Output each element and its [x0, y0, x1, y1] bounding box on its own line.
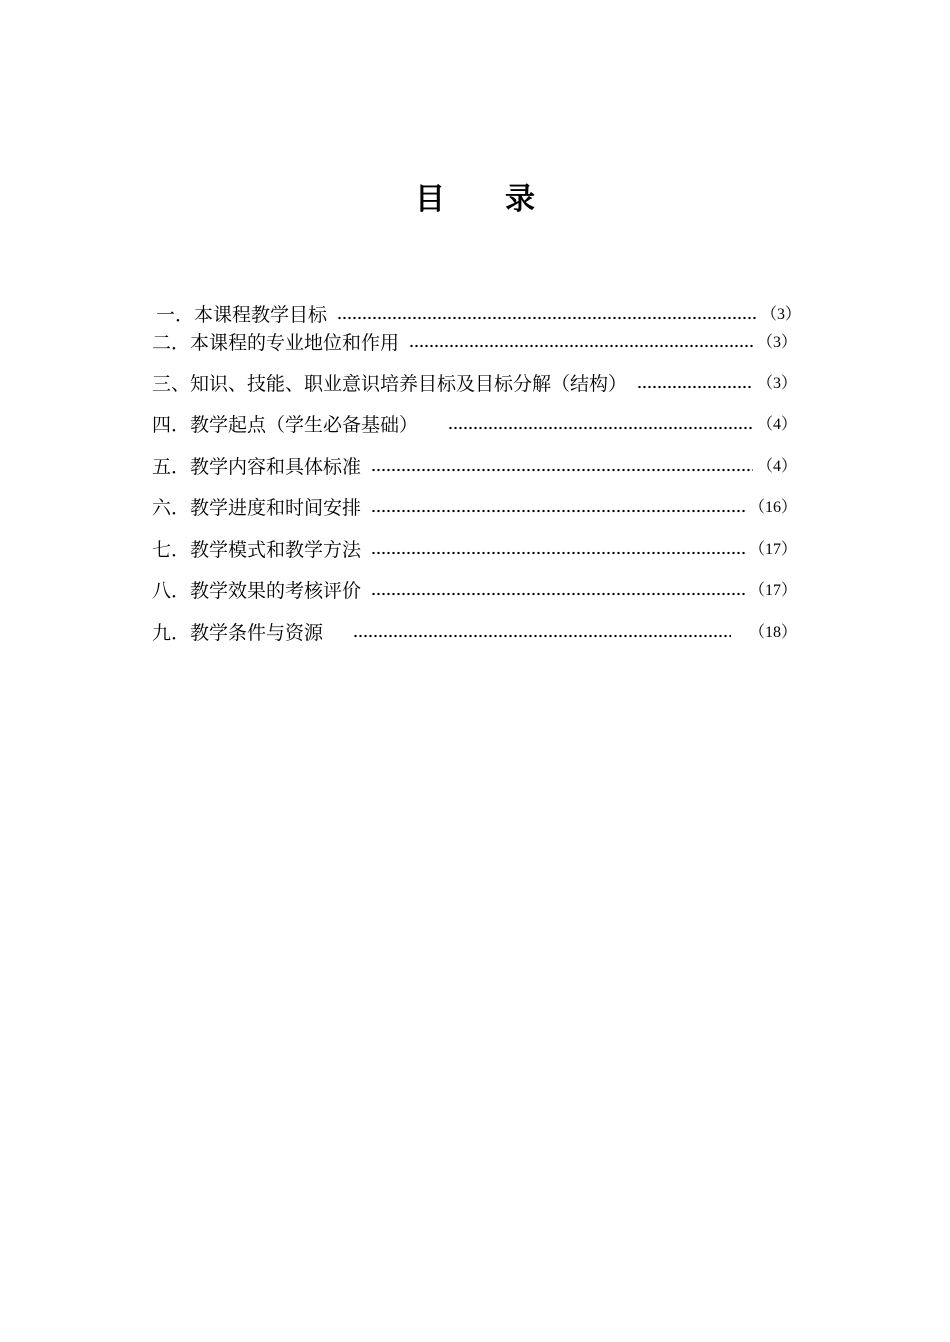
toc-entry-page: （3） [756, 375, 797, 392]
toc-entry-title: 二．本课程的专业地位和作用 [152, 332, 400, 354]
toc-entry-page: （3） [756, 334, 797, 351]
toc-dot-leader [371, 509, 745, 513]
toc-entry-1[interactable] [156, 300, 801, 330]
toc-dot-leader [371, 468, 753, 472]
page-title: 目 录 [415, 182, 535, 217]
toc-entry-4[interactable] [152, 410, 797, 440]
toc-entry-page: （3） [760, 306, 801, 323]
toc-entry-page: （4） [756, 416, 797, 433]
toc-entry-5[interactable] [152, 452, 797, 482]
toc-entry-6[interactable] [152, 493, 797, 523]
toc-entry-page: （17） [748, 582, 797, 599]
toc-entry-title: 八．教学效果的考核评价 [152, 580, 362, 602]
toc-entry-title: 四．教学起点（学生必备基础） [152, 414, 419, 436]
toc-dot-leader [353, 634, 731, 638]
toc-entry-title: 七．教学模式和教学方法 [152, 539, 362, 561]
toc-entry-title: 五．教学内容和具体标准 [152, 456, 362, 478]
toc-dot-leader [337, 316, 757, 320]
toc-dot-leader [409, 344, 753, 348]
toc-entry-9[interactable] [152, 618, 797, 648]
toc-entry-title: 九．教学条件与资源 [152, 622, 324, 644]
toc-dot-leader [371, 592, 745, 596]
toc-entry-title: 三、知识、技能、职业意识培养目标及目标分解（结构） [152, 373, 628, 395]
toc-dot-leader [448, 426, 753, 430]
toc-entry-2[interactable] [152, 328, 797, 358]
toc-dot-leader [637, 385, 753, 389]
toc-entry-title: 一．本课程教学目标 [156, 304, 328, 326]
toc-entry-page: （16） [748, 499, 797, 516]
toc-entry-7[interactable] [152, 535, 797, 565]
toc-entry-3[interactable] [152, 369, 797, 399]
toc-entry-page: （17） [748, 541, 797, 558]
toc-dot-leader [371, 551, 745, 555]
toc-entry-page: （18） [748, 624, 797, 641]
toc-entry-page: （4） [756, 458, 797, 475]
toc-entry-8[interactable] [152, 576, 797, 606]
toc-entry-title: 六．教学进度和时间安排 [152, 497, 362, 519]
